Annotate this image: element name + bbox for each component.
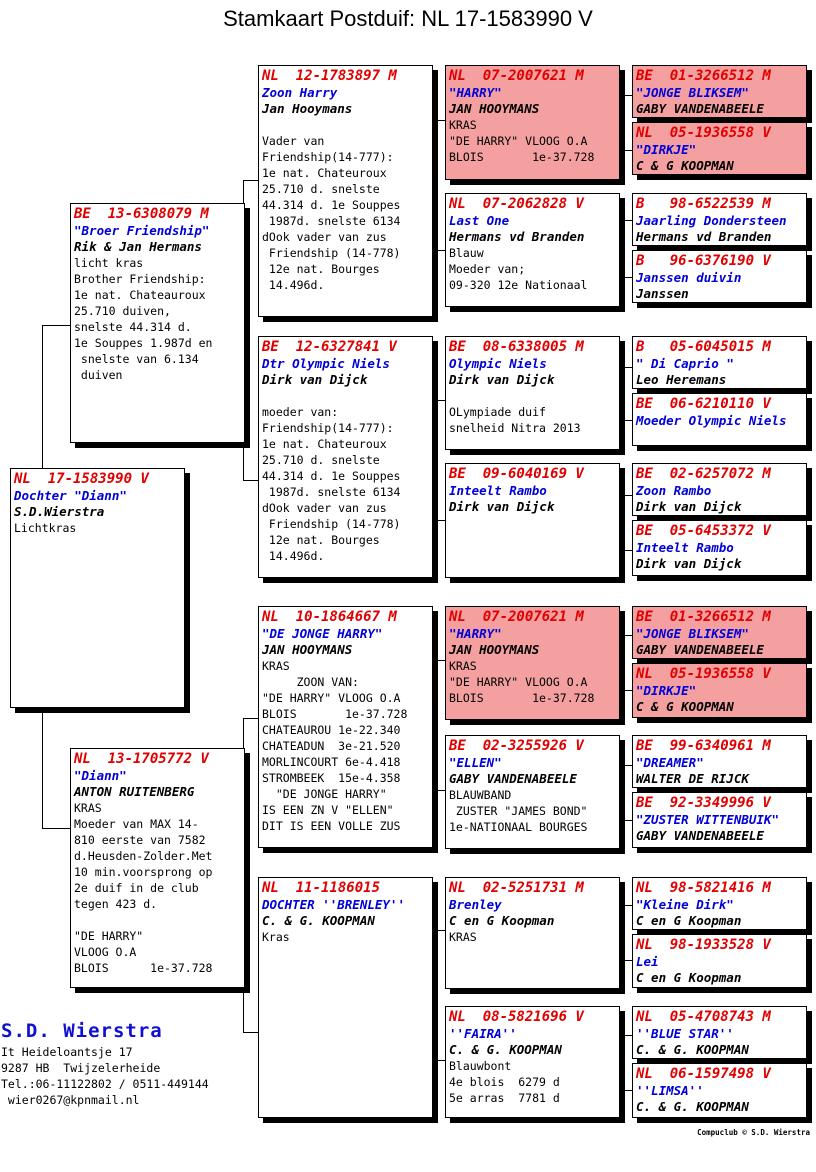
pedigree-card-great-grandparent [445,463,620,578]
pedigree-card-g4 [632,606,807,659]
pedigree-card-great-grandparent [445,606,620,720]
pedigree-card-great-grandparent [445,336,620,450]
pigeon-name: ''LIMSA'' [636,1083,704,1098]
pigeon-name: Inteelt Rambo [449,483,547,498]
pedigree-card-g4 [632,250,807,303]
connector-line [619,367,632,368]
connector-line [619,960,632,961]
ring-number: NL 98-5821416 M [636,880,771,896]
ring-number: BE 05-6453372 V [636,523,771,539]
breeder-email: wier0267@kpnmail.nl [1,1093,140,1107]
owner-name: ANTON RUITENBERG [74,784,195,799]
connector-line [243,718,258,719]
pedigree-card-g4 [632,122,807,175]
ring-number: NL 10-1864667 M [262,609,397,625]
pigeon-info: Blauwbont 4e blois 6279 d 5e arras 7781 d [449,1059,560,1105]
pedigree-card-g4 [632,792,807,848]
owner-name: GABY VANDENABEELE [636,101,764,116]
pedigree-card-grandparent [258,877,433,1118]
pigeon-info: Blauw Moeder van; 09-320 12e Nationaal [449,246,588,292]
ring-number: B 05-6045015 M [636,339,771,355]
pigeon-name: ''FAIRA'' [449,1026,517,1041]
ring-number: NL 12-1783897 M [262,68,397,84]
ring-number: BE 13-6308079 M [74,206,209,222]
connector-line [432,1060,445,1061]
breeder-name: S.D. Wierstra [1,1020,163,1042]
connector-line [432,930,445,931]
owner-name: JAN HOOYMANS [449,101,540,116]
pigeon-info: KRAS "DE HARRY" VLOOG O.A BLOIS 1e-37.728 [449,659,595,705]
pedigree-card-grandparent [258,606,433,848]
pedigree-card-father [70,203,245,443]
pigeon-info: KRAS ZOON VAN: "DE HARRY" VLOOG O.A BLOIS 1e-37.728 CHATEAUROU 1e-22.340 CHATEADUN 3e-21.520 MORLINCOURT 6e-4.418 STROMBEEK 15e-4.358 "DE JONGE HARRY" IS EEN ZN V "ELLEN" DIT IS EEN VOLLE ZUS [262,659,408,833]
ring-number: BE 02-3255926 V [449,738,584,754]
owner-name: Hermans vd Branden [636,229,772,244]
pigeon-name: Olympic Niels [449,356,547,371]
owner-name: GABY VANDENABEELE [449,771,577,786]
pedigree-card-g4 [632,463,807,516]
pedigree-card-g4 [632,193,807,246]
ring-number: NL 07-2007621 M [449,609,584,625]
owner-name: C en G Koopman [636,913,742,928]
owner-name: Hermans vd Branden [449,229,585,244]
owner-name: Rik & Jan Hermans [74,239,202,254]
connector-line [432,660,445,661]
pigeon-name: "HARRY" [449,626,502,641]
pedigree-card-g4 [632,663,807,718]
pedigree-card-great-grandparent [445,735,620,849]
pigeon-info: KRAS [449,930,477,944]
owner-name: Janssen [636,286,689,301]
ring-number: NL 08-5821696 V [449,1009,584,1025]
owner-name: JAN HOOYMANS [449,642,540,657]
pigeon-name: "ZUSTER WITTENBUIK" [636,812,779,827]
pigeon-name: Brenley [449,897,502,912]
owner-name: WALTER DE RIJCK [636,771,749,786]
pedigree-card-grandparent [258,336,433,578]
pigeon-name: Zoon Rambo [636,483,712,498]
connector-line [42,325,70,326]
pigeon-name: "ELLEN" [449,755,502,770]
ring-number: NL 05-1936558 V [636,125,771,141]
connector-line [619,690,632,691]
ring-number: NL 98-1933528 V [636,937,771,953]
ring-number: NL 02-5251731 M [449,880,584,896]
connector-line [619,905,632,906]
connector-line [42,708,43,828]
owner-name: C en G Koopman [636,970,742,985]
owner-name: Dirk van Dijck [449,372,555,387]
owner-name: C. & G. KOOPMAN [636,1099,749,1114]
pedigree-card-g4 [632,1006,807,1059]
pigeon-name: " Di Caprio " [636,356,734,371]
breeder-address: It Heideloantsje 17 [1,1045,133,1059]
pigeon-name: DOCHTER ''BRENLEY'' [262,897,405,912]
pedigree-card-great-grandparent [445,877,620,989]
owner-name: Dirk van Dijck [636,556,742,571]
ring-number: B 98-6522539 M [636,196,771,212]
ring-number: NL 13-1705772 V [74,751,209,767]
pigeon-name: "JONGE BLIKSEM" [636,626,749,641]
pigeon-name: "JONGE BLIKSEM" [636,85,749,100]
pigeon-name: Last One [449,213,510,228]
ring-number: NL 11-1186015 [262,880,381,896]
ring-number: BE 06-6210110 V [636,396,771,412]
breeder-phone: Tel.:06-11122802 / 0511-449144 [1,1077,209,1091]
connector-line [243,480,258,481]
owner-name: C & G KOOPMAN [636,158,734,173]
ring-number: BE 02-6257072 M [636,466,771,482]
pedigree-card-subject [10,468,185,708]
pigeon-info: KRAS "DE HARRY" VLOOG O.A BLOIS 1e-37.728 [449,118,595,164]
ring-number: BE 01-3266512 M [636,68,771,84]
pigeon-name: ''BLUE STAR'' [636,1026,734,1041]
ring-number: BE 99-6340961 M [636,738,771,754]
ring-number: BE 08-6338005 M [449,339,584,355]
connector-line [619,820,632,821]
pigeon-info: Kras [262,930,290,944]
owner-name: Jan Hooymans [262,101,353,116]
ring-number: BE 12-6327841 V [262,339,397,355]
owner-name: C. & G. KOOPMAN [636,1042,749,1057]
connector-line [619,495,632,496]
connector-line [619,1090,632,1091]
connector-line [619,220,632,221]
pigeon-name: "DE JONGE HARRY" [262,626,383,641]
owner-name: Dirk van Dijck [636,499,742,514]
connector-line [243,180,258,181]
connector-line [432,120,445,121]
connector-line [619,150,632,151]
ring-number: NL 05-1936558 V [636,666,771,682]
owner-name: C en G Koopman [449,913,555,928]
pedigree-card-great-grandparent [445,1006,620,1118]
pigeon-info: Lichtkras [14,521,77,535]
owner-name: C & G KOOPMAN [636,699,734,714]
pedigree-card-great-grandparent [445,65,620,180]
pigeon-info: BLAUWBAND ZUSTER "JAMES BOND" 1e-NATIONAAL BOURGES [449,788,588,834]
pedigree-card-g4 [632,1063,807,1118]
pedigree-card-g4 [632,877,807,930]
owner-name: GABY VANDENABEELE [636,642,764,657]
connector-line [619,1035,632,1036]
connector-line [432,400,445,401]
owner-name: Leo Heremans [636,372,727,387]
pigeon-name: Zoon Harry [262,85,338,100]
connector-line [243,718,244,748]
pigeon-info: OLympiade duif snelheid Nitra 2013 [449,405,581,435]
pigeon-name: Lei [636,954,659,969]
pigeon-name: Moeder Olympic Niels [636,413,787,428]
ring-number: NL 17-1583990 V [14,471,149,487]
pigeon-name: Dochter "Diann" [14,488,127,503]
connector-line [619,420,632,421]
ring-number: BE 09-6040169 V [449,466,584,482]
pigeon-name: Janssen duivin [636,270,742,285]
pedigree-card-grandparent [258,65,433,317]
connector-line [42,828,70,829]
owner-name: JAN HOOYMANS [262,642,353,657]
pigeon-name: Jaarling Dondersteen [636,213,787,228]
connector-line [432,520,445,521]
connector-line [243,440,244,480]
pigeon-info: KRAS Moeder van MAX 14- 810 eerste van 7582 d.Heusden-Zolder.Met 10 min.voorsprong op 2e duif in de club tegen 423 d. "DE HARRY" VLOOG O.A BLOIS 1e-37.728 [74,801,213,975]
connector-line [619,765,632,766]
pigeon-name: "Diann" [74,768,127,783]
pigeon-info: Vader van Friendship(14-777): 1e nat. Chateuroux 25.710 d. snelste 44.314 d. 1e Souppes 1987d. snelste 6134 dOok vader van zus Friendship (14-778) 12e nat. Bourges 14.496d. [262,134,401,292]
breeder-postcode: 9287 HB Twijzelerheide [1,1061,161,1075]
connector-line [619,95,632,96]
ring-number: NL 07-2062828 V [449,196,584,212]
connector-line [432,790,445,791]
ring-number: B 96-6376190 V [636,253,771,269]
owner-name: C. & G. KOOPMAN [262,913,375,928]
connector-line [619,277,632,278]
pedigree-card-mother [70,748,245,988]
connector-line [42,325,43,469]
pedigree-card-g4 [632,336,807,389]
pigeon-name: "DREAMER" [636,755,704,770]
pigeon-name: Dtr Olympic Niels [262,356,390,371]
pedigree-card-g4 [632,393,807,446]
owner-name: C. & G. KOOPMAN [449,1042,562,1057]
pedigree-card-g4 [632,65,807,118]
owner-name: Dirk van Dijck [449,499,555,514]
pigeon-info: licht kras Brother Friendship: 1e nat. Chateauroux 25.710 duiven, snelste 44.314 d. 1e Souppes 1.987d en snelste van 6.134 duiven [74,256,213,382]
pedigree-card-g4 [632,934,807,988]
pigeon-name: "DIRKJE" [636,142,697,157]
owner-name: Dirk van Dijck [262,372,368,387]
pigeon-name: "HARRY" [449,85,502,100]
connector-line [619,550,632,551]
connector-line [243,180,244,203]
owner-name: GABY VANDENABEELE [636,828,764,843]
ring-number: NL 07-2007621 M [449,68,584,84]
connector-line [432,250,445,251]
ring-number: NL 06-1597498 V [636,1066,771,1082]
pigeon-name: "Kleine Dirk" [636,897,734,912]
connector-line [243,1032,258,1033]
page-title: Stamkaart Postduif: NL 17-1583990 V [223,6,593,31]
copyright-note: Compuclub © S.D. Wierstra [697,1128,810,1137]
ring-number: BE 01-3266512 M [636,609,771,625]
pigeon-name: "DIRKJE" [636,683,697,698]
pigeon-info: moeder van: Friendship(14-777): 1e nat. Chateuroux 25.710 d. snelste 44.314 d. 1e Souppes 1987d. snelste 6134 dOok vader van zus Friendship (14-778) 12e nat. Bourges 14.496d. [262,405,401,563]
ring-number: NL 05-4708743 M [636,1009,771,1025]
connector-line [619,635,632,636]
owner-name: S.D.Wierstra [14,504,105,519]
pigeon-name: "Broer Friendship" [74,223,210,238]
pigeon-name: Inteelt Rambo [636,540,734,555]
pedigree-card-great-grandparent [445,193,620,307]
pedigree-card-g4 [632,520,807,576]
pedigree-card-g4 [632,735,807,788]
ring-number: BE 92-3349996 V [636,795,771,811]
